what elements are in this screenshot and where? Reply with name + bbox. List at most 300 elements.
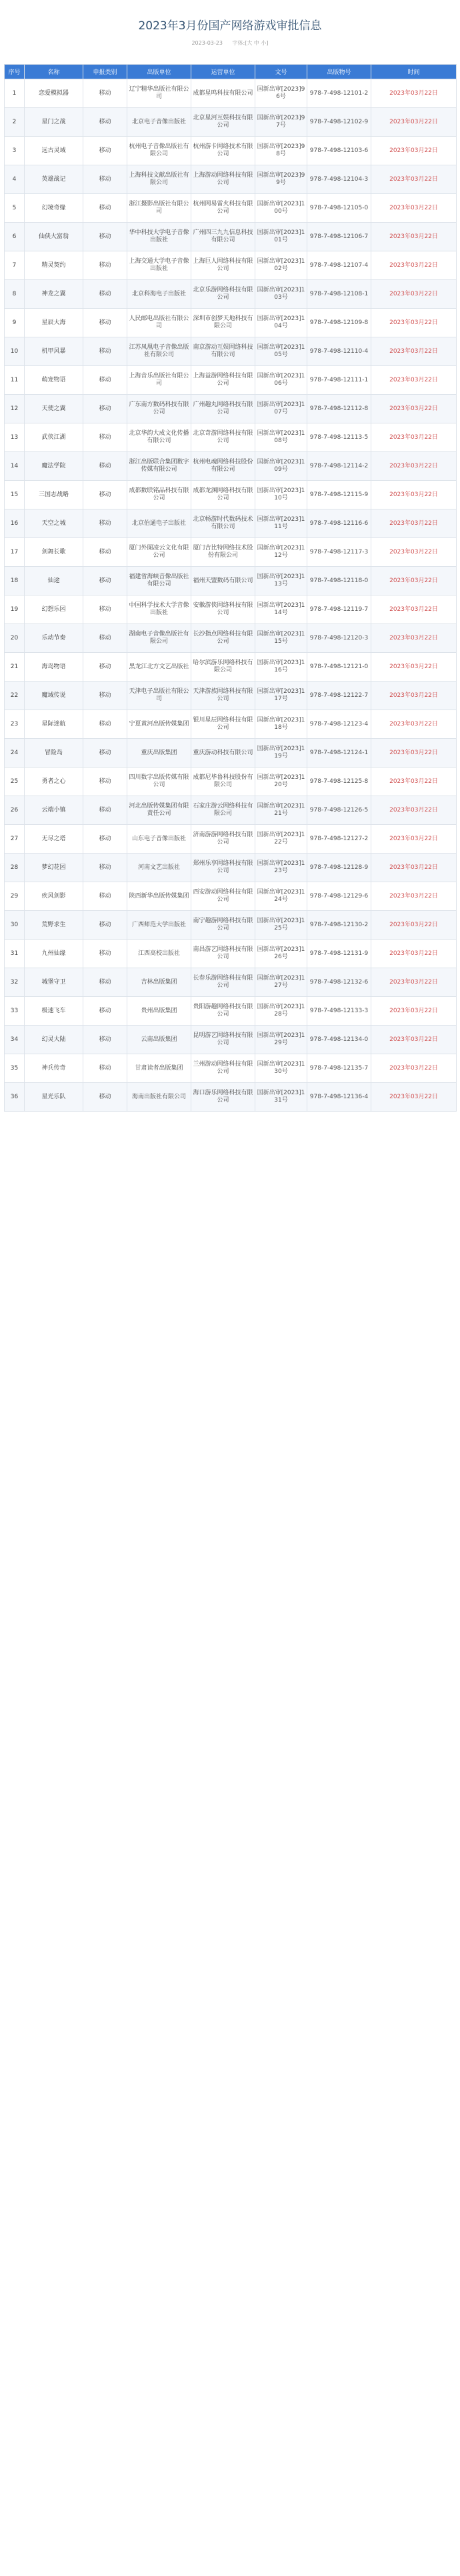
approval-date: 2023年03月22日 [371, 567, 457, 595]
game-name: 无尽之塔 [25, 825, 83, 854]
doc-number: 国新出审[2023]119号 [255, 739, 307, 768]
category: 移动 [83, 940, 127, 968]
publisher: 辽宁精华出版社有限公司 [127, 79, 191, 108]
row-index: 9 [5, 309, 25, 337]
doc-number: 国新出审[2023]117号 [255, 682, 307, 710]
approval-date: 2023年03月22日 [371, 223, 457, 251]
publisher: 江苏凤凰电子音像出版社有限公司 [127, 337, 191, 366]
approval-date: 2023年03月22日 [371, 911, 457, 940]
game-name: 星际迷航 [25, 710, 83, 739]
isbn: 978-7-498-12134-0 [307, 1026, 371, 1054]
operator: 济南游游网络科技有限公司 [191, 825, 255, 854]
operator: 兰州游动网络科技有限公司 [191, 1054, 255, 1083]
isbn: 978-7-498-12101-2 [307, 79, 371, 108]
isbn: 978-7-498-12133-3 [307, 997, 371, 1026]
doc-number: 国新出审[2023]101号 [255, 223, 307, 251]
category: 移动 [83, 911, 127, 940]
col-category: 申报类别 [83, 65, 127, 79]
approval-date: 2023年03月22日 [371, 882, 457, 911]
table-row [5, 395, 457, 423]
table-row [5, 567, 457, 595]
category: 移动 [83, 452, 127, 481]
row-index: 11 [5, 366, 25, 395]
game-name: 幻境奇缘 [25, 194, 83, 223]
approval-date: 2023年03月22日 [371, 739, 457, 768]
isbn: 978-7-498-12125-8 [307, 768, 371, 796]
approval-date: 2023年03月22日 [371, 768, 457, 796]
doc-number: 国新出审[2023]123号 [255, 854, 307, 882]
operator: 北京星河互娱科技有限公司 [191, 108, 255, 137]
doc-number: 国新出审[2023]125号 [255, 911, 307, 940]
isbn: 978-7-498-12113-5 [307, 423, 371, 452]
row-index: 4 [5, 165, 25, 194]
isbn: 978-7-498-12116-6 [307, 509, 371, 538]
game-name: 极速飞车 [25, 997, 83, 1026]
game-name: 九州仙缘 [25, 940, 83, 968]
row-index: 25 [5, 768, 25, 796]
isbn: 978-7-498-12122-7 [307, 682, 371, 710]
row-index: 23 [5, 710, 25, 739]
operator: 南昌游艺网络科技有限公司 [191, 940, 255, 968]
game-name: 天使之翼 [25, 395, 83, 423]
operator: 深圳市创梦天地科技有限公司 [191, 309, 255, 337]
table-row [5, 940, 457, 968]
isbn: 978-7-498-12119-7 [307, 595, 371, 624]
isbn: 978-7-498-12123-4 [307, 710, 371, 739]
category: 移动 [83, 796, 127, 825]
doc-number: 国新出审[2023]107号 [255, 395, 307, 423]
publisher: 北京电子音像出版社 [127, 108, 191, 137]
category: 移动 [83, 882, 127, 911]
isbn: 978-7-498-12136-4 [307, 1083, 371, 1112]
game-name: 三国志战略 [25, 481, 83, 509]
doc-number: 国新出审[2023]109号 [255, 452, 307, 481]
operator: 银川星辰网络科技有限公司 [191, 710, 255, 739]
publisher: 河南文艺出版社 [127, 854, 191, 882]
isbn: 978-7-498-12131-9 [307, 940, 371, 968]
isbn: 978-7-498-12111-1 [307, 366, 371, 395]
isbn: 978-7-498-12127-2 [307, 825, 371, 854]
category: 移动 [83, 194, 127, 223]
isbn: 978-7-498-12124-1 [307, 739, 371, 768]
table-row [5, 825, 457, 854]
doc-number: 国新出审[2023]128号 [255, 997, 307, 1026]
table-row [5, 997, 457, 1026]
row-index: 15 [5, 481, 25, 509]
approval-date: 2023年03月22日 [371, 825, 457, 854]
game-name: 星光乐队 [25, 1083, 83, 1112]
game-name: 勇者之心 [25, 768, 83, 796]
row-index: 16 [5, 509, 25, 538]
isbn: 978-7-498-12110-4 [307, 337, 371, 366]
doc-number: 国新出审[2023]102号 [255, 251, 307, 280]
approval-date: 2023年03月22日 [371, 997, 457, 1026]
isbn: 978-7-498-12104-3 [307, 165, 371, 194]
operator: 海口游乐网络科技有限公司 [191, 1083, 255, 1112]
isbn: 978-7-498-12118-0 [307, 567, 371, 595]
game-name: 武侠江湖 [25, 423, 83, 452]
game-name: 疾风剑影 [25, 882, 83, 911]
row-index: 32 [5, 968, 25, 997]
publisher: 广西师范大学出版社 [127, 911, 191, 940]
table-row [5, 882, 457, 911]
category: 移动 [83, 251, 127, 280]
category: 移动 [83, 624, 127, 653]
doc-number: 国新出审[2023]126号 [255, 940, 307, 968]
table-body [5, 79, 457, 1112]
row-index: 27 [5, 825, 25, 854]
game-name: 星辰大海 [25, 309, 83, 337]
col-date: 时间 [371, 65, 457, 79]
category: 移动 [83, 653, 127, 682]
operator: 安徽游侠网络科技有限公司 [191, 595, 255, 624]
operator: 石家庄游云网络科技有限公司 [191, 796, 255, 825]
approval-date: 2023年03月22日 [371, 423, 457, 452]
doc-number: 国新出审[2023]104号 [255, 309, 307, 337]
row-index: 2 [5, 108, 25, 137]
doc-number: 国新出审[2023]131号 [255, 1083, 307, 1112]
row-index: 7 [5, 251, 25, 280]
doc-number: 国新出审[2023]120号 [255, 768, 307, 796]
row-index: 12 [5, 395, 25, 423]
approval-date: 2023年03月22日 [371, 1054, 457, 1083]
table-row [5, 509, 457, 538]
row-index: 5 [5, 194, 25, 223]
row-index: 17 [5, 538, 25, 567]
category: 移动 [83, 854, 127, 882]
publisher: 广东南方数码科技有限公司 [127, 395, 191, 423]
table-row [5, 624, 457, 653]
publisher: 吉林出版集团 [127, 968, 191, 997]
operator: 长春乐游网络科技有限公司 [191, 968, 255, 997]
doc-number: 国新出审[2023]105号 [255, 337, 307, 366]
publisher: 宁夏黄河出版传媒集团 [127, 710, 191, 739]
category: 移动 [83, 481, 127, 509]
row-index: 14 [5, 452, 25, 481]
approval-date: 2023年03月22日 [371, 1026, 457, 1054]
operator: 广州趣丸网络科技有限公司 [191, 395, 255, 423]
col-publisher: 出版单位 [127, 65, 191, 79]
game-name: 荒野求生 [25, 911, 83, 940]
doc-number: 国新出审[2023]115号 [255, 624, 307, 653]
game-name: 仙侠大富翁 [25, 223, 83, 251]
category: 移动 [83, 768, 127, 796]
publisher: 山东电子音像出版社 [127, 825, 191, 854]
game-name: 海岛物语 [25, 653, 83, 682]
isbn: 978-7-498-12103-6 [307, 137, 371, 165]
row-index: 26 [5, 796, 25, 825]
approval-date: 2023年03月22日 [371, 710, 457, 739]
game-name: 城堡守卫 [25, 968, 83, 997]
category: 移动 [83, 165, 127, 194]
approval-date: 2023年03月22日 [371, 79, 457, 108]
operator: 北京畅游时代数码技术有限公司 [191, 509, 255, 538]
table-row [5, 1054, 457, 1083]
row-index: 6 [5, 223, 25, 251]
category: 移动 [83, 280, 127, 309]
table-row [5, 653, 457, 682]
operator: 杭州游卡网络技术有限公司 [191, 137, 255, 165]
game-name: 恋爱模拟器 [25, 79, 83, 108]
table-row [5, 223, 457, 251]
category: 移动 [83, 538, 127, 567]
game-name: 萌宠物语 [25, 366, 83, 395]
isbn: 978-7-498-12102-9 [307, 108, 371, 137]
game-name: 仙途 [25, 567, 83, 595]
approval-date: 2023年03月22日 [371, 309, 457, 337]
approval-date: 2023年03月22日 [371, 1083, 457, 1112]
publisher: 华中科技大学电子音像出版社 [127, 223, 191, 251]
table-row [5, 538, 457, 567]
isbn: 978-7-498-12108-1 [307, 280, 371, 309]
doc-number: 国新出审[2023]110号 [255, 481, 307, 509]
row-index: 33 [5, 997, 25, 1026]
table-header [5, 65, 457, 79]
table-row [5, 137, 457, 165]
publisher: 北京伯通电子出版社 [127, 509, 191, 538]
category: 移动 [83, 710, 127, 739]
col-doc-number: 文号 [255, 65, 307, 79]
publisher: 人民邮电出版社有限公司 [127, 309, 191, 337]
doc-number: 国新出审[2023]130号 [255, 1054, 307, 1083]
table-row [5, 165, 457, 194]
game-name: 冒险岛 [25, 739, 83, 768]
doc-number: 国新出审[2023]100号 [255, 194, 307, 223]
operator: 长沙指点网络科技有限公司 [191, 624, 255, 653]
publisher: 上海交通大学电子音像出版社 [127, 251, 191, 280]
row-index: 31 [5, 940, 25, 968]
operator: 福州天盟数码有限公司 [191, 567, 255, 595]
publisher: 浙江摄影出版社有限公司 [127, 194, 191, 223]
font-size-switch[interactable]: 字体:[大 中 小] [232, 40, 269, 46]
row-index: 24 [5, 739, 25, 768]
col-name: 名称 [25, 65, 83, 79]
approval-date: 2023年03月22日 [371, 653, 457, 682]
row-index: 29 [5, 882, 25, 911]
operator: 成都龙渊网络科技有限公司 [191, 481, 255, 509]
operator: 杭州电魂网络科技股份有限公司 [191, 452, 255, 481]
publisher: 海南出版社有限公司 [127, 1083, 191, 1112]
game-name: 剑舞长歌 [25, 538, 83, 567]
table-row [5, 911, 457, 940]
game-name: 魔法学院 [25, 452, 83, 481]
isbn: 978-7-498-12129-6 [307, 882, 371, 911]
col-operator: 运营单位 [191, 65, 255, 79]
category: 移动 [83, 79, 127, 108]
table-row [5, 968, 457, 997]
approval-date: 2023年03月22日 [371, 481, 457, 509]
operator: 上海游动网络科技有限公司 [191, 165, 255, 194]
row-index: 19 [5, 595, 25, 624]
publisher: 浙江出版联合集团数字传媒有限公司 [127, 452, 191, 481]
publisher: 上海音乐出版社有限公司 [127, 366, 191, 395]
row-index: 13 [5, 423, 25, 452]
row-index: 30 [5, 911, 25, 940]
row-index: 20 [5, 624, 25, 653]
approval-date: 2023年03月22日 [371, 682, 457, 710]
doc-number: 国新出审[2023]127号 [255, 968, 307, 997]
page-title: 2023年3月份国产网络游戏审批信息 [138, 19, 322, 33]
publisher: 中国科学技术大学音像出版社 [127, 595, 191, 624]
category: 移动 [83, 1083, 127, 1112]
game-name: 梦幻花园 [25, 854, 83, 882]
approval-date: 2023年03月22日 [371, 452, 457, 481]
approval-date: 2023年03月22日 [371, 108, 457, 137]
operator: 昆明游艺网络科技有限公司 [191, 1026, 255, 1054]
approval-date: 2023年03月22日 [371, 940, 457, 968]
table-row [5, 481, 457, 509]
col-index: 序号 [5, 65, 25, 79]
game-name: 幻灵大陆 [25, 1026, 83, 1054]
table-row [5, 854, 457, 882]
operator: 南宁趣游网络科技有限公司 [191, 911, 255, 940]
table-row [5, 1083, 457, 1112]
table-row [5, 595, 457, 624]
publisher: 杭州电子音像出版社有限公司 [127, 137, 191, 165]
category: 移动 [83, 682, 127, 710]
category: 移动 [83, 509, 127, 538]
category: 移动 [83, 1026, 127, 1054]
game-name: 神龙之翼 [25, 280, 83, 309]
category: 移动 [83, 137, 127, 165]
isbn: 978-7-498-12135-7 [307, 1054, 371, 1083]
game-name: 星门之战 [25, 108, 83, 137]
isbn: 978-7-498-12120-3 [307, 624, 371, 653]
publisher: 湖南电子音像出版社有限公司 [127, 624, 191, 653]
publisher: 福建省海峡音像出版社有限公司 [127, 567, 191, 595]
publisher: 云南出版集团 [127, 1026, 191, 1054]
publisher: 甘肃读者出版集团 [127, 1054, 191, 1083]
approval-date: 2023年03月22日 [371, 624, 457, 653]
approval-date: 2023年03月22日 [371, 280, 457, 309]
publisher: 河北出版传媒集团有限责任公司 [127, 796, 191, 825]
category: 移动 [83, 968, 127, 997]
operator: 南京游动互娱网络科技有限公司 [191, 337, 255, 366]
doc-number: 国新出审[2023]97号 [255, 108, 307, 137]
approval-date: 2023年03月22日 [371, 854, 457, 882]
category: 移动 [83, 825, 127, 854]
operator: 西安游动网络科技有限公司 [191, 882, 255, 911]
row-index: 3 [5, 137, 25, 165]
approval-date: 2023年03月22日 [371, 509, 457, 538]
table-row [5, 79, 457, 108]
operator: 成都星鸣科技有限公司 [191, 79, 255, 108]
table-row [5, 194, 457, 223]
operator: 广州四三九九信息科技有限公司 [191, 223, 255, 251]
doc-number: 国新出审[2023]98号 [255, 137, 307, 165]
operator: 北京乐游网络科技有限公司 [191, 280, 255, 309]
table-row [5, 280, 457, 309]
table-row [5, 768, 457, 796]
col-isbn: 出版物号 [307, 65, 371, 79]
publisher: 厦门外图凌云文化有限公司 [127, 538, 191, 567]
category: 移动 [83, 567, 127, 595]
table-row [5, 108, 457, 137]
game-name: 云端小镇 [25, 796, 83, 825]
row-index: 1 [5, 79, 25, 108]
doc-number: 国新出审[2023]108号 [255, 423, 307, 452]
doc-number: 国新出审[2023]124号 [255, 882, 307, 911]
publisher: 成都数联铭品科技有限公司 [127, 481, 191, 509]
publish-date: 2023-03-23 [191, 40, 223, 46]
table-row [5, 1026, 457, 1054]
table-row [5, 710, 457, 739]
approval-date: 2023年03月22日 [371, 337, 457, 366]
isbn: 978-7-498-12126-5 [307, 796, 371, 825]
category: 移动 [83, 595, 127, 624]
operator: 成都尼毕鲁科技股份有限公司 [191, 768, 255, 796]
isbn: 978-7-498-12112-8 [307, 395, 371, 423]
operator: 贵阳游趣网络科技有限公司 [191, 997, 255, 1026]
operator: 上海益游网络科技有限公司 [191, 366, 255, 395]
doc-number: 国新出审[2023]122号 [255, 825, 307, 854]
row-index: 36 [5, 1083, 25, 1112]
publisher: 四川数字出版传媒有限公司 [127, 768, 191, 796]
row-index: 22 [5, 682, 25, 710]
operator: 北京奇游网络科技有限公司 [191, 423, 255, 452]
operator: 杭州网易雷火科技有限公司 [191, 194, 255, 223]
publisher: 北京科海电子出版社 [127, 280, 191, 309]
isbn: 978-7-498-12115-9 [307, 481, 371, 509]
approval-date: 2023年03月22日 [371, 165, 457, 194]
row-index: 21 [5, 653, 25, 682]
row-index: 10 [5, 337, 25, 366]
category: 移动 [83, 395, 127, 423]
publisher: 北京华韵大成文化传播有限公司 [127, 423, 191, 452]
approval-date: 2023年03月22日 [371, 968, 457, 997]
isbn: 978-7-498-12105-0 [307, 194, 371, 223]
table-row [5, 251, 457, 280]
doc-number: 国新出审[2023]113号 [255, 567, 307, 595]
game-name: 乐动节奏 [25, 624, 83, 653]
doc-number: 国新出审[2023]96号 [255, 79, 307, 108]
operator: 天津游族网络科技有限公司 [191, 682, 255, 710]
game-name: 天空之城 [25, 509, 83, 538]
approval-date: 2023年03月22日 [371, 538, 457, 567]
operator: 郑州乐享网络科技有限公司 [191, 854, 255, 882]
category: 移动 [83, 108, 127, 137]
publisher: 江西高校出版社 [127, 940, 191, 968]
category: 移动 [83, 309, 127, 337]
isbn: 978-7-498-12132-6 [307, 968, 371, 997]
category: 移动 [83, 223, 127, 251]
doc-number: 国新出审[2023]121号 [255, 796, 307, 825]
game-name: 幻想乐园 [25, 595, 83, 624]
table-row [5, 423, 457, 452]
doc-number: 国新出审[2023]106号 [255, 366, 307, 395]
isbn: 978-7-498-12121-0 [307, 653, 371, 682]
publisher: 黑龙江北方文艺出版社 [127, 653, 191, 682]
approval-date: 2023年03月22日 [371, 595, 457, 624]
isbn: 978-7-498-12107-4 [307, 251, 371, 280]
row-index: 34 [5, 1026, 25, 1054]
doc-number: 国新出审[2023]99号 [255, 165, 307, 194]
publisher: 重庆出版集团 [127, 739, 191, 768]
game-name: 英雄战记 [25, 165, 83, 194]
approval-date: 2023年03月22日 [371, 194, 457, 223]
operator: 重庆游动科技有限公司 [191, 739, 255, 768]
isbn: 978-7-498-12128-9 [307, 854, 371, 882]
category: 移动 [83, 366, 127, 395]
category: 移动 [83, 337, 127, 366]
category: 移动 [83, 423, 127, 452]
approval-date: 2023年03月22日 [371, 251, 457, 280]
doc-number: 国新出审[2023]114号 [255, 595, 307, 624]
publisher: 上海科技文献出版社有限公司 [127, 165, 191, 194]
table-row [5, 682, 457, 710]
table-row [5, 796, 457, 825]
isbn: 978-7-498-12106-7 [307, 223, 371, 251]
